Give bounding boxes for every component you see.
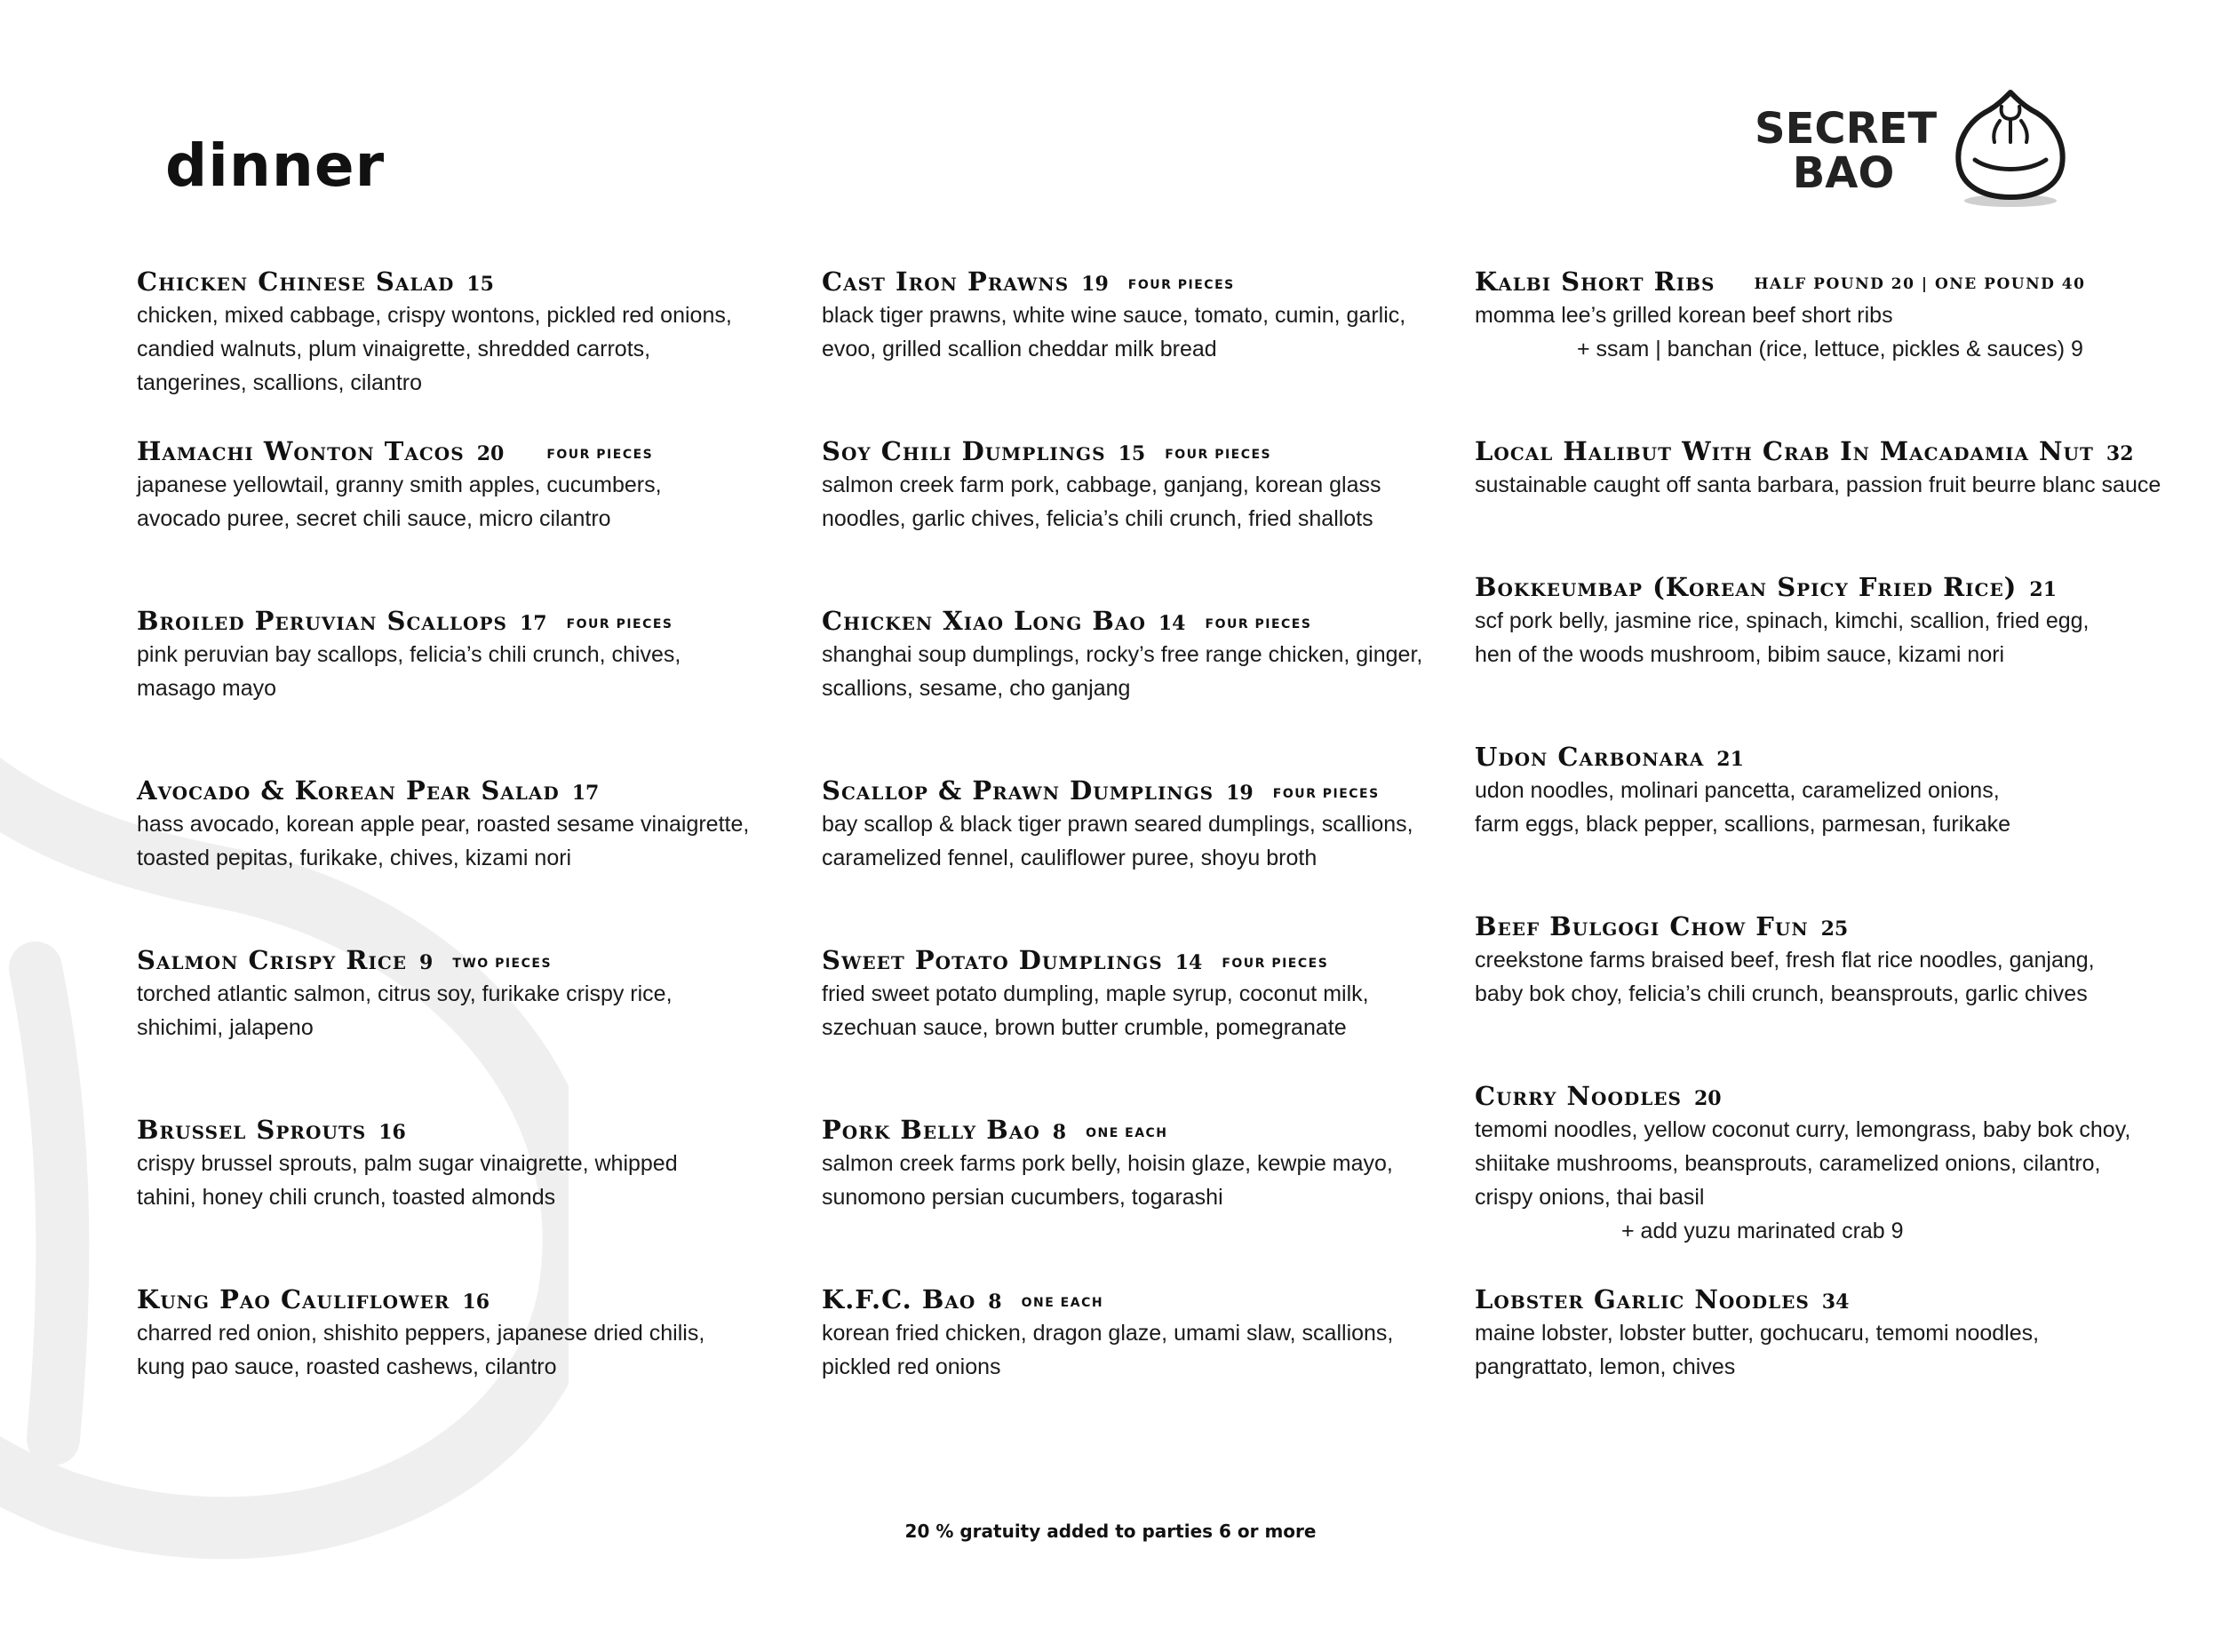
item-portion: FOUR PIECES	[566, 617, 673, 631]
gratuity-note: 20 % gratuity added to parties 6 or more	[904, 1521, 1317, 1542]
item-price: 20	[476, 442, 505, 465]
item-name: Soy Chili Dumplings	[822, 436, 1106, 466]
item-price: 19	[1226, 782, 1254, 805]
item-desc-line: shiitake mushrooms, beansprouts, caramelized onions, cilantro,	[1475, 1151, 2101, 1176]
item-desc-line: black tiger prawns, white wine sauce, tomato, cumin, garlic,	[822, 303, 1406, 328]
menu-item	[1475, 1283, 2203, 1384]
item-price: 25	[1820, 917, 1849, 941]
item-name: Chicken Xiao Long Bao	[822, 606, 1146, 636]
item-desc-line: maine lobster, lobster butter, gochucaru, temomi noodles,	[1475, 1321, 2040, 1346]
item-desc-line: temomi noodles, yellow coconut curry, lemongrass, baby bok choy,	[1475, 1117, 2131, 1142]
item-price: 8	[988, 1291, 1002, 1314]
item-desc-line: scallions, sesame, cho ganjang	[822, 676, 1131, 701]
item-desc-line: salmon creek farm pork, cabbage, ganjang, korean glass	[822, 473, 1381, 497]
item-price: 21	[1716, 748, 1744, 771]
item-desc-line: japanese yellowtail, granny smith apples, cucumbers,	[137, 473, 662, 497]
item-name: Sweet Potato Dumplings	[822, 945, 1163, 975]
item-desc-line: evoo, grilled scallion cheddar milk bread	[822, 337, 1217, 361]
menu-item	[1475, 909, 2203, 1011]
item-name: Hamachi Wonton Tacos	[137, 436, 465, 466]
item-name: Beef Bulgogi Chow Fun	[1475, 911, 1809, 941]
item-name: Cast Iron Prawns	[822, 266, 1070, 297]
item-desc-line: torched atlantic salmon, citrus soy, furikake crispy rice,	[137, 981, 673, 1006]
item-portion: HALF POUND 20 | ONE POUND 40	[1754, 275, 2086, 293]
item-desc-line: crispy onions, thai basil	[1475, 1185, 1705, 1210]
item-desc-line: pink peruvian bay scallops, felicia’s chili crunch, chives,	[137, 642, 681, 667]
item-desc-line: shichimi, jalapeno	[137, 1015, 314, 1040]
item-name: Bokkeumbap (Korean Spicy Fried Rice)	[1475, 572, 2018, 602]
bao-bun-icon	[1948, 87, 2073, 211]
item-price: 16	[462, 1291, 490, 1314]
item-desc-line: pickled red onions	[822, 1354, 1001, 1379]
item-name: Broiled Peruvian Scallops	[137, 606, 507, 636]
item-desc-line: fried sweet potato dumpling, maple syrup, coconut milk,	[822, 981, 1369, 1006]
item-desc-line: shanghai soup dumplings, rocky’s free range chicken, ginger,	[822, 642, 1423, 667]
menu-item	[137, 1283, 848, 1384]
item-portion: ONE EACH	[1021, 1296, 1104, 1310]
item-desc-line: salmon creek farms pork belly, hoisin glaze, kewpie mayo,	[822, 1151, 1393, 1176]
item-desc-line: baby bok choy, felicia’s chili crunch, beansprouts, garlic chives	[1475, 981, 2088, 1006]
item-name: Kalbi Short Ribs	[1475, 266, 1716, 297]
item-portion: FOUR PIECES	[1272, 787, 1380, 801]
menu-item	[822, 434, 1532, 536]
item-desc-line: pangrattato, lemon, chives	[1475, 1354, 1736, 1379]
item-portion: FOUR PIECES	[1127, 278, 1235, 292]
logo-line-1: SECRET	[1755, 104, 1938, 154]
item-price: 32	[2106, 442, 2134, 465]
item-desc-line: korean fried chicken, dragon glaze, umami slaw, scallions,	[822, 1321, 1394, 1346]
menu-item	[822, 943, 1532, 1044]
menu-item	[137, 604, 848, 705]
item-desc-line: noodles, garlic chives, felicia’s chili crunch, fried shallots	[822, 506, 1373, 531]
item-addon: + ssam | banchan (rice, lettuce, pickles & sauces) 9	[1577, 337, 2083, 361]
menu-item	[137, 1113, 848, 1214]
item-price: 34	[1821, 1291, 1850, 1314]
menu-item	[137, 265, 848, 400]
item-desc-line: toasted pepitas, furikake, chives, kizami nori	[137, 846, 572, 870]
item-price: 8	[1052, 1121, 1067, 1144]
item-desc-line: farm eggs, black pepper, scallions, parmesan, furikake	[1475, 812, 2011, 837]
item-name: Brussel Sprouts	[137, 1115, 367, 1145]
item-desc-line: bay scallop & black tiger prawn seared dumplings, scallions,	[822, 812, 1413, 837]
item-desc-line: masago mayo	[137, 676, 277, 701]
item-price: 16	[378, 1121, 406, 1144]
item-portion: TWO PIECES	[452, 957, 553, 971]
menu-item	[1475, 265, 2203, 366]
item-price: 20	[1693, 1087, 1722, 1110]
item-price: 17	[571, 782, 600, 805]
item-desc-line: tangerines, scallions, cilantro	[137, 370, 422, 395]
item-desc-line: szechuan sauce, brown butter crumble, pomegranate	[822, 1015, 1347, 1040]
item-desc-line: udon noodles, molinari pancetta, caramelized onions,	[1475, 778, 2000, 803]
item-name: Kung Pao Cauliflower	[137, 1284, 450, 1314]
item-desc-line: sustainable caught off santa barbara, passion fruit beurre blanc sauce	[1475, 473, 2161, 497]
item-desc-line: caramelized fennel, cauliflower puree, shoyu broth	[822, 846, 1317, 870]
menu-item	[822, 1283, 1532, 1384]
item-name: Avocado & Korean Pear Salad	[137, 775, 560, 806]
item-price: 9	[419, 951, 434, 974]
logo-wordmark	[1755, 104, 1938, 198]
item-portion: FOUR PIECES	[546, 448, 654, 462]
menu-item	[1475, 740, 2203, 841]
secret-bao-logo	[1755, 87, 2074, 211]
menu-item	[137, 774, 848, 875]
menu-item	[822, 604, 1532, 705]
item-name: Local Halibut With Crab In Macadamia Nut	[1475, 436, 2094, 466]
item-portion: FOUR PIECES	[1165, 448, 1272, 462]
item-portion: ONE EACH	[1086, 1126, 1168, 1140]
item-desc-line: kung pao sauce, roasted cashews, cilantro	[137, 1354, 557, 1379]
menu-title: dinner	[165, 131, 386, 200]
item-name: Lobster Garlic Noodles	[1475, 1284, 1810, 1314]
item-desc-line: creekstone farms braised beef, fresh flat rice noodles, ganjang,	[1475, 948, 2095, 973]
menu-item	[137, 434, 848, 536]
item-name: Chicken Chinese Salad	[137, 266, 455, 297]
menu-item	[822, 265, 1532, 366]
logo-line-2: BAO	[1792, 148, 1895, 198]
item-name: K.F.C. Bao	[822, 1284, 976, 1314]
item-addon: + add yuzu marinated crab 9	[1621, 1219, 1904, 1243]
item-portion: FOUR PIECES	[1222, 957, 1329, 971]
item-desc-line: momma lee’s grilled korean beef short ribs	[1475, 303, 1893, 328]
item-name: Scallop & Prawn Dumplings	[822, 775, 1214, 806]
menu-item	[822, 774, 1532, 875]
item-desc-line: tahini, honey chili crunch, toasted almonds	[137, 1185, 556, 1210]
item-name: Pork Belly Bao	[822, 1115, 1040, 1145]
item-price: 21	[2029, 578, 2058, 601]
item-desc-line: scf pork belly, jasmine rice, spinach, kimchi, scallion, fried egg,	[1475, 608, 2090, 633]
item-name: Udon Carbonara	[1475, 742, 1705, 772]
item-price: 14	[1158, 612, 1186, 635]
menu-item	[1475, 1079, 2203, 1248]
item-desc-line: avocado puree, secret chili sauce, micro cilantro	[137, 506, 611, 531]
item-desc-line: crispy brussel sprouts, palm sugar vinaigrette, whipped	[137, 1151, 678, 1176]
item-price: 19	[1081, 273, 1109, 296]
item-price: 15	[1118, 442, 1146, 465]
menu-item	[1475, 434, 2203, 502]
menu-item	[1475, 570, 2203, 671]
item-desc-line: charred red onion, shishito peppers, japanese dried chilis,	[137, 1321, 705, 1346]
menu-item	[822, 1113, 1532, 1214]
item-desc-line: sunomono persian cucumbers, togarashi	[822, 1185, 1223, 1210]
menu-item	[137, 943, 848, 1044]
item-name: Salmon Crispy Rice	[137, 945, 407, 975]
item-desc-line: candied walnuts, plum vinaigrette, shredded carrots,	[137, 337, 651, 361]
item-desc-line: chicken, mixed cabbage, crispy wontons, pickled red onions,	[137, 303, 732, 328]
item-desc-line: hass avocado, korean apple pear, roasted sesame vinaigrette,	[137, 812, 750, 837]
item-price: 17	[519, 612, 547, 635]
item-price: 15	[466, 273, 494, 296]
item-portion: FOUR PIECES	[1205, 617, 1312, 631]
item-desc-line: hen of the woods mushroom, bibim sauce, kizami nori	[1475, 642, 2005, 667]
item-price: 14	[1174, 951, 1203, 974]
item-name: Curry Noodles	[1475, 1081, 1682, 1111]
